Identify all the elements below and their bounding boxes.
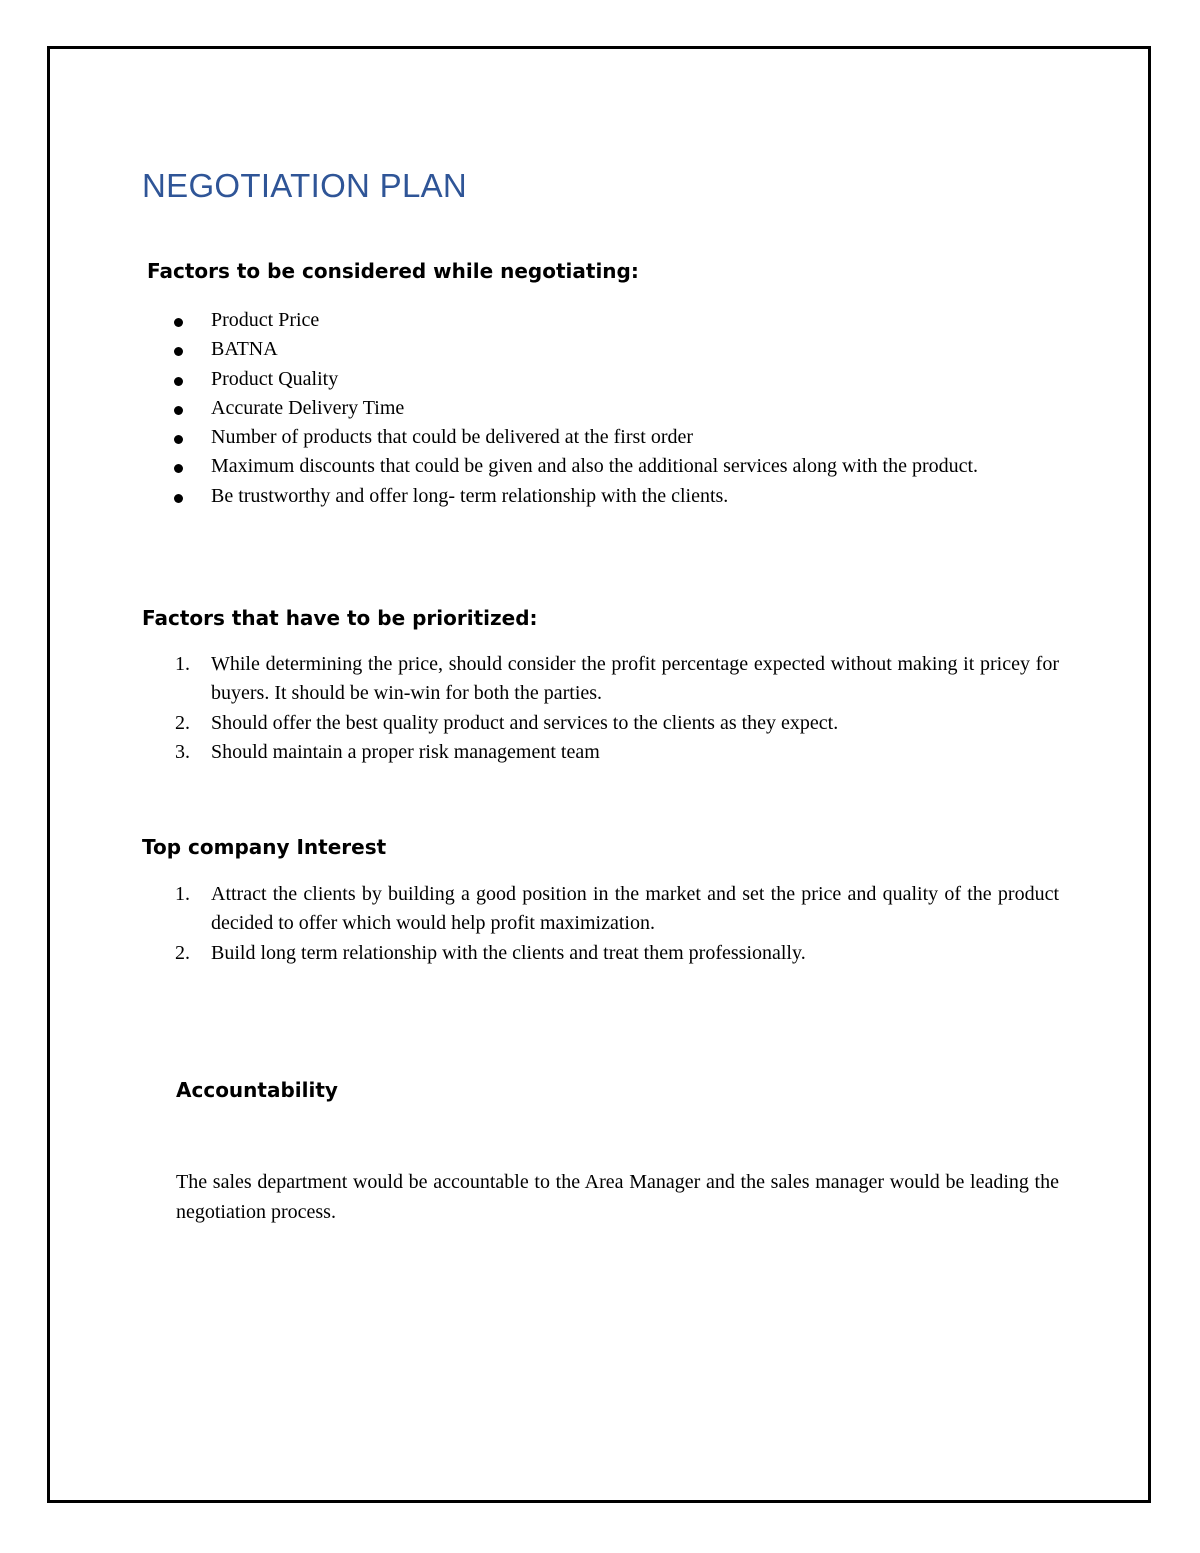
list-item-text: While determining the price, should consider the profit percentage expected without making it pricey for buyers. It should be win-win for both the parties. bbox=[211, 653, 1059, 705]
list-item-text: Product Price bbox=[211, 309, 320, 331]
bullet-icon bbox=[174, 494, 183, 503]
list-item-text: Should offer the best quality product and services to the clients as they expect. bbox=[211, 711, 839, 734]
list-number: 1. bbox=[175, 653, 190, 675]
bullet-icon bbox=[174, 406, 183, 415]
accountability-heading: Accountability bbox=[176, 1078, 338, 1102]
list-number: 2. bbox=[175, 711, 190, 734]
list-number: 2. bbox=[175, 941, 190, 964]
list-item bbox=[175, 939, 1059, 968]
list-item-text: Attract the clients by building a good position in the market and set the price and quality of the product decided to offer which would help profit maximization. bbox=[211, 883, 1059, 935]
list-number: 1. bbox=[175, 883, 190, 905]
list-item bbox=[175, 738, 1059, 767]
list-item-text: Maximum discounts that could be given and also the additional services along with the product. bbox=[211, 455, 979, 478]
list-item bbox=[175, 650, 1059, 709]
list-number: 3. bbox=[175, 740, 190, 763]
prioritized-heading: Factors that have to be prioritized: bbox=[142, 606, 538, 630]
bullet-icon bbox=[174, 318, 183, 327]
page-title: NEGOTIATION PLAN bbox=[142, 167, 468, 204]
list-item bbox=[211, 423, 1059, 452]
factors-heading: Factors to be considered while negotiating: bbox=[147, 259, 639, 283]
list-item-text: Build long term relationship with the clients and treat them professionally. bbox=[211, 941, 806, 964]
list-item-text: BATNA bbox=[211, 338, 278, 361]
prioritized-list bbox=[175, 650, 1059, 767]
bullet-icon bbox=[174, 377, 183, 386]
list-item bbox=[211, 306, 1059, 335]
list-item-text: Accurate Delivery Time bbox=[211, 396, 405, 419]
accountability-paragraph: The sales department would be accountable to the Area Manager and the sales manager would be leading the negotiation process. bbox=[176, 1171, 1059, 1223]
list-item-text: Be trustworthy and offer long- term relationship with the clients. bbox=[211, 484, 729, 507]
list-item bbox=[211, 365, 1059, 394]
interest-heading: Top company Interest bbox=[142, 835, 387, 859]
list-item bbox=[175, 880, 1059, 939]
list-item-text: Product Quality bbox=[211, 367, 339, 390]
list-item bbox=[211, 482, 1059, 511]
list-item bbox=[211, 452, 1059, 481]
interest-list bbox=[175, 880, 1059, 968]
list-item bbox=[175, 709, 1059, 738]
list-item bbox=[211, 394, 1059, 423]
factors-list bbox=[211, 306, 1059, 511]
list-item-text: Number of products that could be delivered at the first order bbox=[211, 426, 694, 449]
list-item bbox=[211, 335, 1059, 364]
list-item-text: Should maintain a proper risk management team bbox=[211, 740, 600, 763]
